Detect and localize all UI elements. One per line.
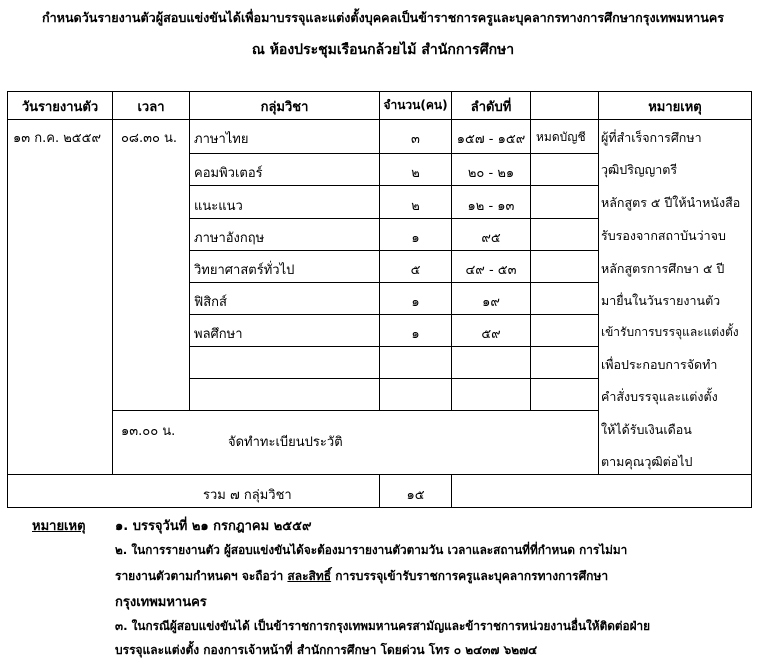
note-2-line-1: ๒. ในการรายงานตัว ผู้สอบแข่งขันได้จะต้องมารายงานตัวตามวัน เวลาและสถานที่ที่กำหนด การไม่มา xyxy=(115,543,628,557)
row-count: ๒ xyxy=(411,166,420,181)
row-subject: ฟิสิกส์ xyxy=(194,295,227,310)
total-value: ๑๕ xyxy=(406,488,425,503)
row-rank: ๑๙ xyxy=(482,295,500,310)
row-rank: ๒๐ - ๒๑ xyxy=(467,166,515,181)
row-subject: วิทยาศาสตร์ทั่วไป xyxy=(194,263,295,278)
total-label: รวม ๗ กลุ่มวิชา xyxy=(203,488,292,503)
header-subject: กลุ่มวิชา xyxy=(260,100,309,115)
row-rank: ๙๕ xyxy=(481,231,501,246)
time-morning: ๐๘.๓๐ น. xyxy=(121,131,178,146)
row-count: ๒ xyxy=(411,199,420,214)
note-2-line-2: รายงานตัวตามกำหนดฯ จะถือว่า สละสิทธิ์ การบรรจุเข้ารับราชการครูและบุคลากรทางการศึกษา xyxy=(115,569,609,583)
remark-line: ตามคุณวุฒิต่อไป xyxy=(601,454,693,469)
row-subject: ภาษาอังกฤษ xyxy=(194,231,265,246)
header-time: เวลา xyxy=(137,100,165,115)
remark-line: รับรองจากสถาบันว่าจบ xyxy=(601,228,726,243)
note-1: ๑. บรรจุวันที่ ๒๑ กรกฎาคม ๒๕๕๙ xyxy=(115,519,312,534)
note-3-line-1: ๓. ในกรณีผู้สอบแข่งขันได้ เป็นข้าราชการกรุงเทพมหานครสามัญและข้าราชการหน่วยงานอื่นให้ติดต่อฝ่าย xyxy=(115,619,651,633)
row-count: ๑ xyxy=(411,295,420,310)
header-count: จำนวน(คน) xyxy=(383,98,448,112)
remark-line: หลักสูตร ๕ ปีให้นำหนังสือ xyxy=(601,195,741,210)
row-subject: คอมพิวเตอร์ xyxy=(194,166,263,181)
remark-line: ให้ได้รับเงินเดือน xyxy=(601,422,692,437)
notes-heading: หมายเหตุ xyxy=(32,519,86,534)
remark-line: คำสั่งบรรจุและแต่งตั้ง xyxy=(601,389,718,404)
row-rank: ๑๒ - ๑๓ xyxy=(467,199,515,214)
note-2-line-3: กรุงเทพมหานคร xyxy=(115,595,207,610)
row-count: ๓ xyxy=(411,132,420,147)
document-title: กำหนดวันรายงานตัวผู้สอบแข่งขันได้เพื่อมาบรรจุและแต่งตั้งบุคคลเป็นข้าราชการครูและบุคลากรทางการศึกษากรุงเทพมหานคร xyxy=(41,10,725,25)
row-count: ๕ xyxy=(410,263,421,278)
row-rank: ๔๙ - ๕๓ xyxy=(465,263,517,278)
remark-line: เพื่อประกอบการจัดทำ xyxy=(601,357,718,372)
forfeit-text: สละสิทธิ์ xyxy=(287,569,332,583)
note-3-line-2: บรรจุและแต่งตั้ง กองการเจ้าหน้าที่ สำนักการศึกษา โดยด่วน โทร ๐ ๒๔๓๗ ๖๒๗๔ xyxy=(115,643,538,657)
time-afternoon: ๑๓.๐๐ น. xyxy=(121,424,176,439)
row-rank: ๕๙ xyxy=(481,327,501,342)
row-count: ๑ xyxy=(411,231,420,246)
header-remark: หมายเหตุ xyxy=(648,100,702,115)
header-rank: ลำดับที่ xyxy=(470,100,512,115)
remark-line: หลักสูตรการศึกษา ๕ ปี xyxy=(601,261,725,276)
header-date: วันรายงานตัว xyxy=(21,100,99,115)
row-subject: พลศึกษา xyxy=(194,327,243,342)
row-list-status: หมดบัญชี xyxy=(536,130,586,144)
remark-line: ผู้ที่สำเร็จการศึกษา xyxy=(601,130,702,145)
row-rank: ๑๕๗ - ๑๕๙ xyxy=(456,132,526,147)
remark-line: เข้ารับการบรรจุและแต่งตั้ง xyxy=(601,325,739,339)
remark-line: วุฒิปริญญาตรี xyxy=(601,162,678,177)
report-date: ๑๓ ก.ค. ๒๕๕๙ xyxy=(13,131,102,146)
remark-line: มายื่นในวันรายงานตัว xyxy=(601,293,721,308)
document-subtitle: ณ ห้องประชุมเรือนกล้วยไม้ สำนักการศึกษา xyxy=(251,42,515,58)
row-subject: ภาษาไทย xyxy=(194,132,249,147)
row-subject: แนะแนว xyxy=(194,199,243,214)
row-count: ๑ xyxy=(411,327,420,342)
afternoon-task: จัดทำทะเบียนประวัติ xyxy=(228,435,343,450)
